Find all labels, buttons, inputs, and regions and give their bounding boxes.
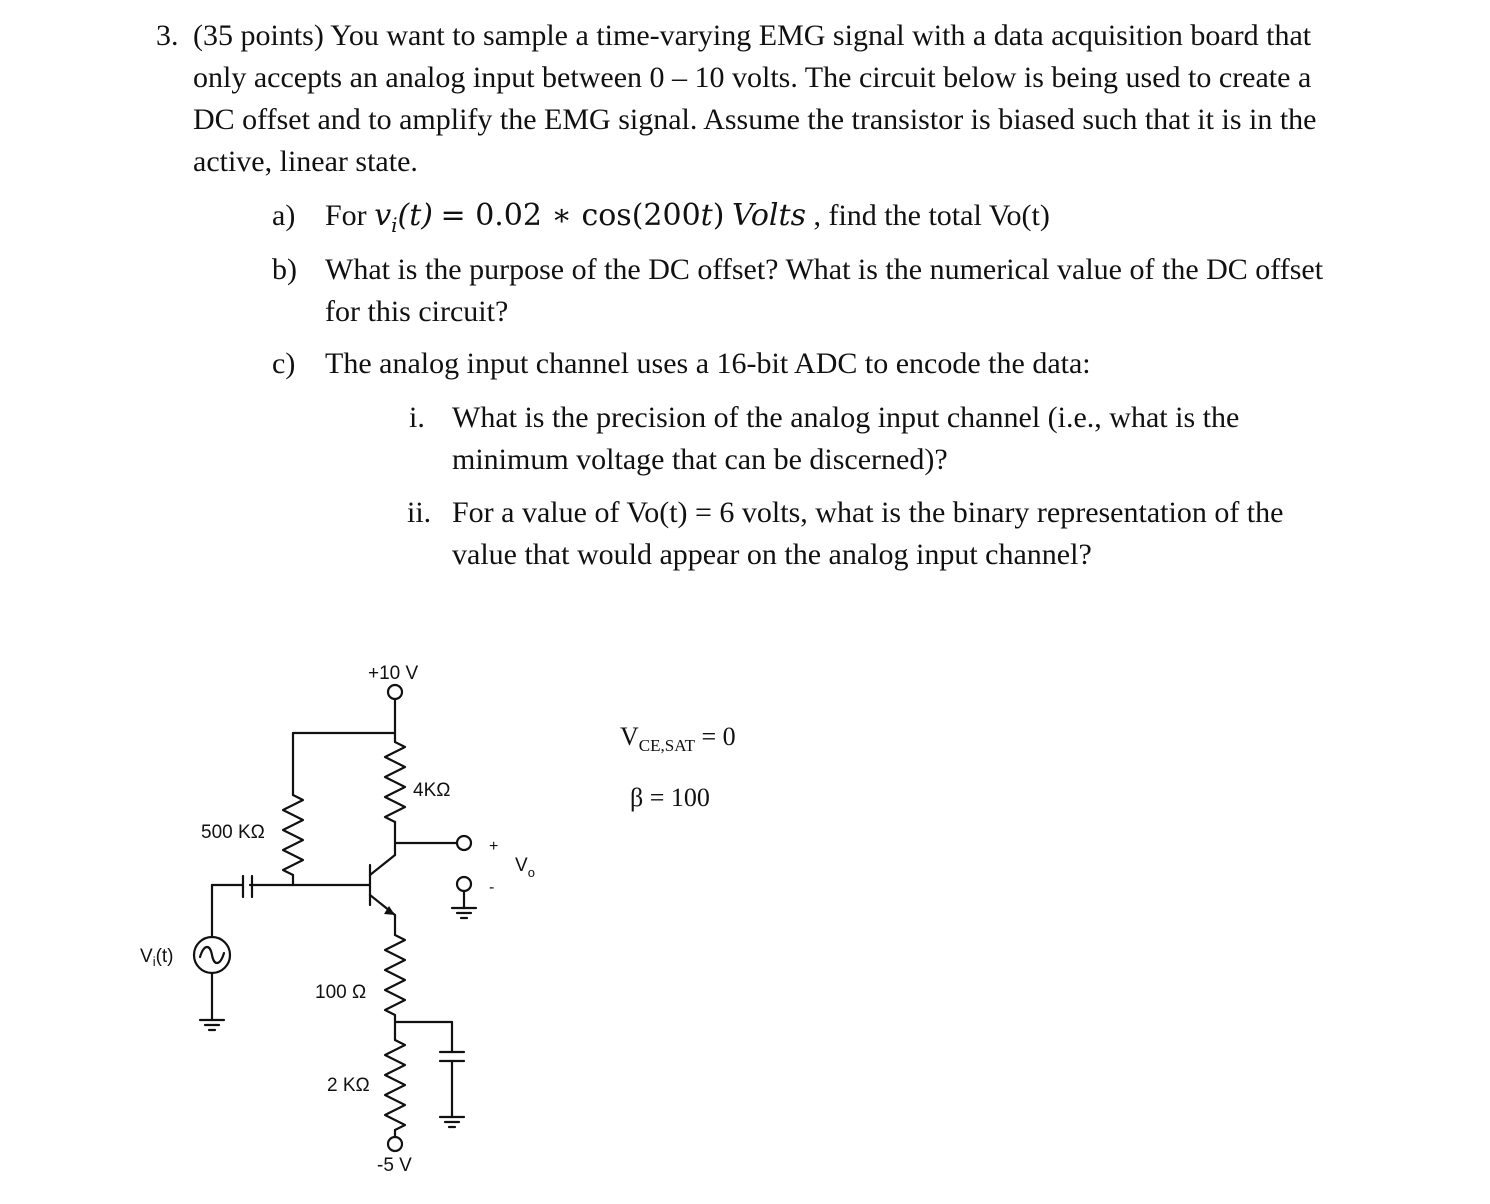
question-number: 3. — [156, 19, 179, 52]
supply-pos-terminal — [388, 685, 402, 699]
circuit-diagram — [0, 600, 760, 1200]
supply-pos-label: +10 V — [368, 663, 419, 684]
part-c-line-1: The analog input channel uses a 16-bit ADC to encode the data: — [325, 347, 1091, 380]
question-line-3: DC offset and to amplify the EMG signal. Assume the transistor is biased such that it is in the — [193, 103, 1317, 136]
question-line-1: (35 points) You want to sample a time-varying EMG signal with a data acquisition board that — [193, 19, 1312, 52]
base-resistor-label: 500 KΩ — [201, 822, 265, 843]
emitter-resistor-1 — [385, 935, 405, 1015]
part-a-unit: Volts — [731, 198, 806, 233]
question-line-2: only accepts an analog input between 0 – 10 volts. The circuit below is being used to create a — [193, 61, 1312, 94]
emitter-resistor-2-label: 2 KΩ — [327, 1075, 370, 1096]
part-c-label: c) — [272, 347, 296, 380]
emitter-resistor-1-label: 100 Ω — [315, 982, 367, 1003]
source-letter: V — [140, 946, 153, 967]
part-a-var — [374, 198, 434, 237]
part-a-suffix: , find the total Vo(t) — [813, 199, 1050, 232]
part-a-t: t — [700, 198, 713, 233]
part-a-var-arg: (t) — [397, 198, 434, 233]
output-minus-label: - — [489, 879, 495, 896]
sine-icon — [200, 947, 224, 963]
supply-neg-label: -5 V — [377, 1155, 412, 1176]
part-cii-line-2: value that would appear on the analog input channel? — [452, 538, 1092, 571]
part-a-var-sub: i — [391, 213, 398, 237]
part-a-close: ) — [712, 198, 725, 233]
question-line-4: active, linear state. — [193, 145, 418, 178]
output-voltage-label — [515, 855, 535, 880]
part-ci-label: i. — [409, 401, 425, 434]
part-a-var-letter: v — [374, 198, 392, 233]
source-label — [140, 946, 174, 969]
output-plus-label: + — [489, 838, 499, 855]
output-plus-terminal — [457, 836, 471, 850]
part-cii-line-1: For a value of Vo(t) = 6 volts, what is the binary representation of the — [452, 496, 1284, 529]
part-a-equation: = 0.02 ∗ cos(200 — [440, 198, 701, 233]
collector-resistor-label: 4KΩ — [413, 780, 451, 801]
part-ci-line-1: What is the precision of the analog input channel (i.e., what is the — [452, 401, 1240, 434]
part-a-text — [325, 195, 1050, 246]
part-ci-line-2: minimum voltage that can be discerned)? — [452, 443, 948, 476]
vce-value: = 0 — [695, 722, 736, 751]
part-cii-label: ii. — [407, 496, 432, 529]
part-b-line-2: for this circuit? — [325, 295, 509, 328]
emitter-resistor-2 — [385, 1040, 405, 1130]
vce-letter: V — [620, 722, 639, 751]
collector-resistor — [385, 742, 405, 822]
source-sub: i — [152, 954, 156, 969]
part-b-line-1: What is the purpose of the DC offset? What is the numerical value of the DC offset — [325, 253, 1324, 286]
source-arg: (t) — [155, 946, 174, 967]
output-voltage-letter: V — [515, 855, 528, 876]
output-minus-terminal — [457, 877, 471, 891]
base-resistor — [283, 795, 303, 875]
part-b-label: b) — [272, 253, 297, 286]
output-voltage-sub: o — [527, 865, 535, 880]
vce-sub: CE,SAT — [638, 736, 695, 756]
supply-neg-terminal — [388, 1137, 402, 1151]
part-a-prefix: For — [325, 199, 367, 232]
part-a-label: a) — [272, 199, 296, 232]
vce-sat-spec — [620, 722, 736, 756]
beta-spec: β = 100 — [630, 783, 710, 812]
